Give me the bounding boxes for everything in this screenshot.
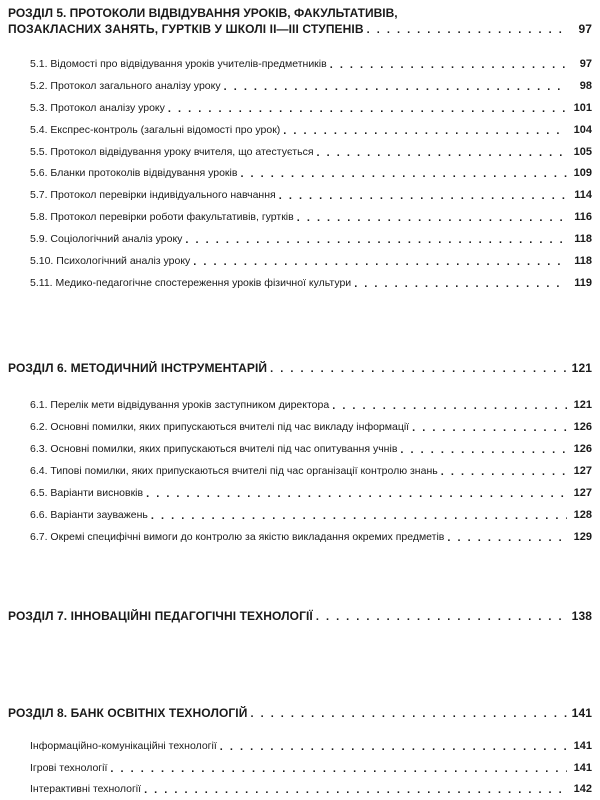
toc-item-page: 129 [573,531,592,543]
toc-item-label: 5.5. Протокол відвідування уроку вчителя, що атестується [30,146,314,158]
leader-dots [151,510,567,522]
toc-item [30,421,592,434]
section-6-title: РОЗДІЛ 6. МЕТОДИЧНИЙ ІНСТРУМЕНТАРІЙ [8,361,268,375]
toc-item-page: 128 [573,509,592,521]
toc-item-label: 6.6. Варіанти зауважень [30,509,148,521]
toc-item-page: 127 [573,465,592,477]
leader-dots [330,59,567,71]
toc-item-page: 116 [574,211,592,223]
leader-dots [224,81,567,93]
toc-item [30,58,592,71]
toc-item-page: 141 [573,740,592,752]
toc-item-page: 109 [573,167,592,179]
toc-item [30,277,592,290]
toc-item [30,80,592,93]
leader-dots [441,466,567,478]
section-5-title-line-2: ПОЗАКЛАСНИХ ЗАНЯТЬ, ГУРТКІВ У ШКОЛІ ІІ—ІІІ СТУПЕНІВ [8,22,364,36]
section-5-heading [8,22,592,36]
leader-dots [110,763,567,775]
leader-dots [332,400,567,412]
toc-item [30,465,592,478]
leader-dots [168,103,567,115]
toc-item-label: Ігрові технології [30,762,108,774]
toc-item [30,399,592,412]
toc-item [30,146,592,159]
leader-dots [317,147,567,159]
toc-item-page: 142 [573,783,592,795]
toc-item [30,233,592,246]
toc-item-label: 5.2. Протокол загального аналізу уроку [30,80,221,92]
section-5-page: 97 [578,22,592,36]
toc-item [30,124,592,137]
toc-item [30,189,592,202]
toc-item-page: 119 [574,277,592,289]
section-8-page: 141 [571,706,592,720]
toc-item-label: Інформаційно-комунікаційні технології [30,740,217,752]
leader-dots [279,190,567,202]
toc-item-page: 104 [573,124,592,136]
toc-item-page: 101 [573,102,592,114]
toc-item [30,487,592,500]
section-8-title: РОЗДІЛ 8. БАНК ОСВІТНІХ ТЕХНОЛОГІЙ [8,706,248,720]
toc-item-page: 105 [573,146,592,158]
toc-item-label: 6.5. Варіанти висновків [30,487,144,499]
toc-item [30,740,592,753]
toc-item-label: 6.7. Окремі специфічні вимоги до контролю за якістю викладання окремих предметів [30,531,445,543]
toc-item-label: 5.3. Протокол аналізу уроку [30,102,165,114]
leader-dots [316,611,567,623]
toc-item-label: 5.11. Медико-педагогічне спостереження уроків фізичної культури [30,277,352,289]
toc-item-label: 6.3. Основні помилки, яких припускаються вчителі під час опитування учнів [30,443,398,455]
toc-item-label: 6.2. Основні помилки, яких припускаються вчителі під час викладу інформації [30,421,410,433]
leader-dots [400,444,567,456]
toc-item [30,783,592,796]
toc-item-label: 5.8. Протокол перевірки роботи факультативів, гуртків [30,211,294,223]
leader-dots [185,234,567,246]
leader-dots [447,532,567,544]
section-7-page: 138 [571,609,592,623]
leader-dots [270,363,567,375]
section-6-heading [8,361,592,375]
toc-item-page: 121 [573,399,592,411]
leader-dots [220,741,567,753]
section-8-heading [8,706,592,720]
leader-dots [283,125,567,137]
toc-item-page: 118 [574,233,592,245]
toc-item [30,167,592,180]
leader-dots [146,488,567,500]
toc-item [30,102,592,115]
toc-item-page: 98 [579,80,592,92]
toc-item-label: 5.4. Експрес-контроль (загальні відомості про урок) [30,124,281,136]
leader-dots [193,256,567,268]
toc-item-label: 5.1. Відомості про відвідування уроків учителів-предметників [30,58,327,70]
section-5-title-line-1: РОЗДІЛ 5. ПРОТОКОЛИ ВІДВІДУВАННЯ УРОКІВ, ФАКУЛЬТАТИВІВ, [8,6,398,20]
toc-item-label: Інтерактивні технології [30,783,142,795]
toc-item [30,211,592,224]
leader-dots [250,708,567,720]
toc-item-page: 126 [573,443,592,455]
toc-item [30,509,592,522]
toc-item-label: 6.1. Перелік мети відвідування уроків заступником директора [30,399,330,411]
toc-item-page: 114 [574,189,592,201]
toc-item-page: 141 [573,762,592,774]
leader-dots [367,24,567,36]
leader-dots [354,278,567,290]
toc-item [30,531,592,544]
section-6-page: 121 [571,361,592,375]
toc-item-page: 127 [573,487,592,499]
toc-item [30,443,592,456]
toc-item-page: 118 [574,255,592,267]
toc-item-page: 126 [573,421,592,433]
leader-dots [412,422,567,434]
section-7-heading [8,609,592,623]
toc-item-label: 5.10. Психологічний аналіз уроку [30,255,191,267]
leader-dots [297,212,567,224]
leader-dots [144,784,567,796]
toc-item-label: 6.4. Типові помилки, яких припускаються вчителі під час організації контролю знань [30,465,438,477]
section-7-title: РОЗДІЛ 7. ІННОВАЦІЙНІ ПЕДАГОГІЧНІ ТЕХНОЛОГІЇ [8,609,313,623]
toc-item-page: 97 [579,58,592,70]
toc-item-label: 5.7. Протокол перевірки індивідуального навчання [30,189,276,201]
toc-item-label: 5.6. Бланки протоколів відвідування уроків [30,167,238,179]
toc-item [30,762,592,775]
toc-item-label: 5.9. Соціологічний аналіз уроку [30,233,183,245]
toc-item [30,255,592,268]
leader-dots [240,168,567,180]
